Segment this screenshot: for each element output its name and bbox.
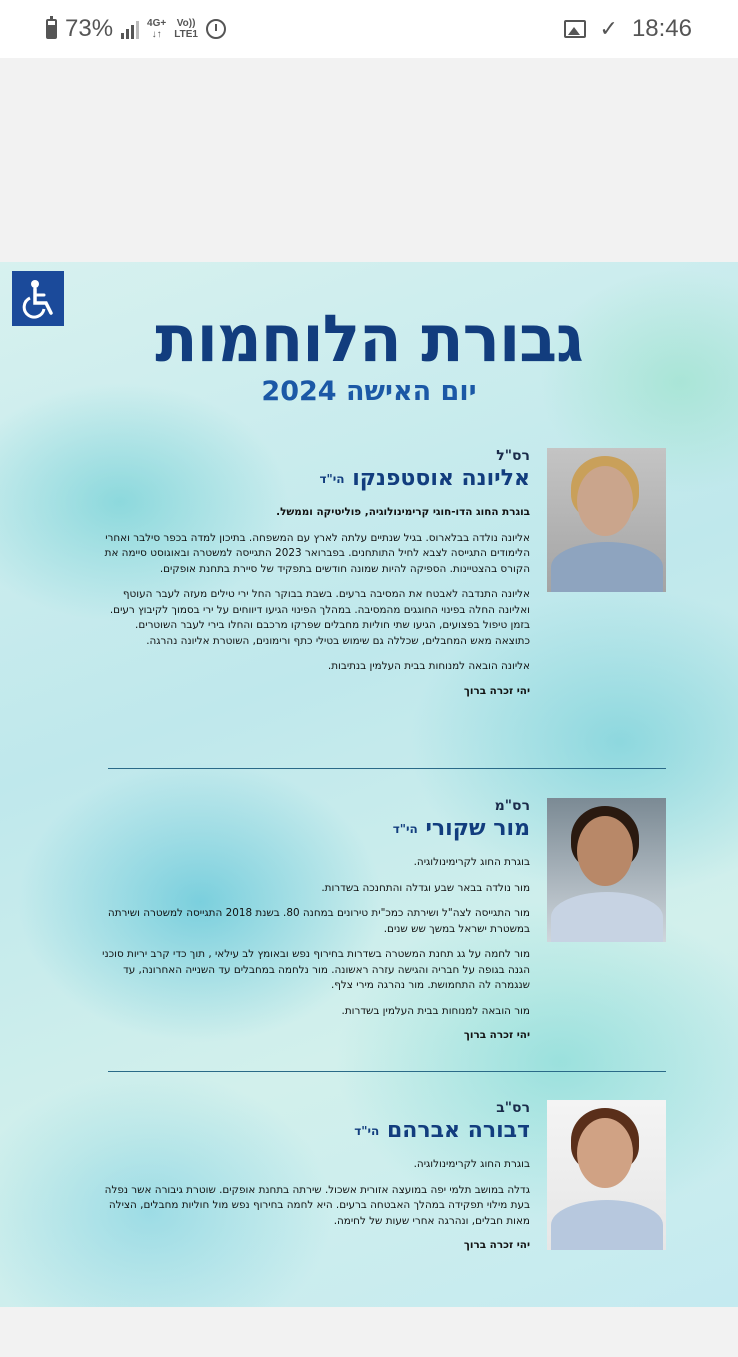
profile-paragraph: גדלה במושב תלמי יפה במועצה אזורית אשכול. שירתה בתחנת אופקים. שוטרת גיבורה אשר נפלה בעת מילוי תפקידה במהלך האבטחה ברעים. היא לחמה בחירוף נפש מול חוליות מחבלים, הצילה מאות חבלים, ונהרגה אחרי שעות של לחימה. — [104, 1183, 530, 1227]
profile-paragraph: בוגרת החוג הדו-חוגי קרימינולוגיה, פוליטיקה וממשל. — [276, 506, 530, 518]
profile-paragraph: מור הובאה למנוחות בבית העלמין בשדרות. — [341, 1004, 530, 1017]
profile-text — [102, 1100, 530, 1251]
poster-title: גבורת הלוחמות — [155, 300, 583, 377]
profile-closing: יהי זכרה ברוך — [463, 1029, 530, 1041]
profile-rip: הי"ד — [319, 472, 345, 486]
profile-text — [102, 798, 530, 1041]
profile-paragraph: אליונה נולדה בבלארוס. בגיל שנתיים עלתה לארץ עם המשפחה. בתיכון למדה בכפר סילבר ואחרי הלימודים התגייסה לצבא לחיל התותחנים. בפברואר 2023 התגייסה למשטרה ובאוגוסט סיימה את הקורס בהצטיינות. הספיקה להיות שמונה חודשים בתפקיד של סיירת בתחנת אופקים. — [104, 531, 530, 575]
profile-name — [102, 816, 530, 841]
profile-name-text: אליונה אוסטפנקו — [352, 466, 530, 491]
profile-divider — [108, 1071, 666, 1072]
profile-name — [102, 466, 530, 491]
profile-divider — [108, 768, 666, 769]
signal-icon — [121, 19, 139, 39]
network-type: 4G+ ↓↑ — [147, 18, 167, 40]
profile-rank: רס"ב — [496, 1100, 530, 1116]
profile-name — [102, 1118, 530, 1143]
profile-closing: יהי זכרה ברוך — [463, 1239, 530, 1251]
status-right — [564, 14, 693, 44]
status-left — [46, 14, 226, 44]
profile-name-text: דבורה אברהם — [386, 1118, 530, 1143]
profile-card — [102, 798, 666, 1058]
profile-rip: הי"ד — [354, 1124, 380, 1138]
profile-paragraph: אליונה הובאה למנוחות בבית העלמין בנתיבות. — [327, 660, 530, 672]
profile-rank: רס"ל — [496, 448, 530, 464]
profile-paragraph: אליונה התנדבה לאבטח את המסיבה ברעים. בשבת בבוקר החל ירי טילים מעזה לעבר העוטף ואליונה החלה בפינוי החוגגים מהמסיבה. במהלך הפינוי הגיעו דיווחים על ירי בסמוך לקיבוץ רעים. בזמן טיפול בפצועים, הגיעו שתי חוליות מחבלים שפרקו מרכבם והחלו בירי לעבר השוטרים. כתוצאה מאש המחבלים, שכללה גם שימוש בטילי כתף ורימונים, השוטרת אליונה נהרגה. — [109, 588, 530, 647]
profile-card — [104, 1100, 666, 1290]
volte-label: Vo)) — [176, 18, 196, 29]
profile-card — [104, 448, 666, 748]
network-lte: LTE1 — [174, 29, 198, 40]
profile-name-text: מור שקורי — [425, 816, 530, 841]
profile-paragraph: מור התגייסה לצה"ל ושירתה כמכ"ית טירונים במחנה 80. בשנת 2018 התגייסה למשטרה ושירתה במשטרת ישראל במשך שש שנים. — [107, 907, 530, 935]
battery-icon — [46, 19, 57, 39]
profile-paragraph: מור לחמה על גג תחנת המשטרה בשדרות בחירוף נפש ובאומץ לב עילאי , תוך כדי קרב יריות סוכני הגנה בגופה על חבריה והגישה עזרה ראשונה. מור נלחמה במחבלים עד השנייה האחרונה, עד שנגמרה לה התחמושת. מור נהרגה מירי צלף. — [102, 948, 530, 991]
status-bar — [0, 0, 738, 58]
profile-closing: יהי זכרה ברוך — [463, 684, 530, 697]
profile-paragraph: בוגרת החוג לקרימינולוגיה. — [413, 856, 530, 868]
profile-photo — [547, 1100, 666, 1250]
profile-photo — [547, 448, 666, 592]
alarm-icon — [206, 19, 226, 39]
volte-indicator — [174, 18, 198, 40]
profile-photo — [547, 798, 666, 942]
clock: 18:46 — [631, 15, 692, 42]
profile-text — [102, 448, 530, 697]
poster-subtitle: יום האישה 2024 — [261, 376, 477, 407]
network-4g: 4G+ — [147, 18, 167, 29]
profile-paragraph: מור נולדה בבאר שבע וגדלה והתחנכה בשדרות. — [321, 881, 530, 894]
profile-rank: רס"מ — [494, 798, 530, 814]
profile-paragraph: בוגרת החוג לקרימינולוגיה. — [413, 1158, 530, 1170]
download-done-icon: ✓ — [599, 16, 618, 41]
gallery-icon — [564, 20, 586, 38]
poster-image[interactable] — [0, 262, 738, 1307]
battery-percent: 73% — [65, 15, 114, 42]
profile-rip: הי"ד — [392, 822, 418, 836]
